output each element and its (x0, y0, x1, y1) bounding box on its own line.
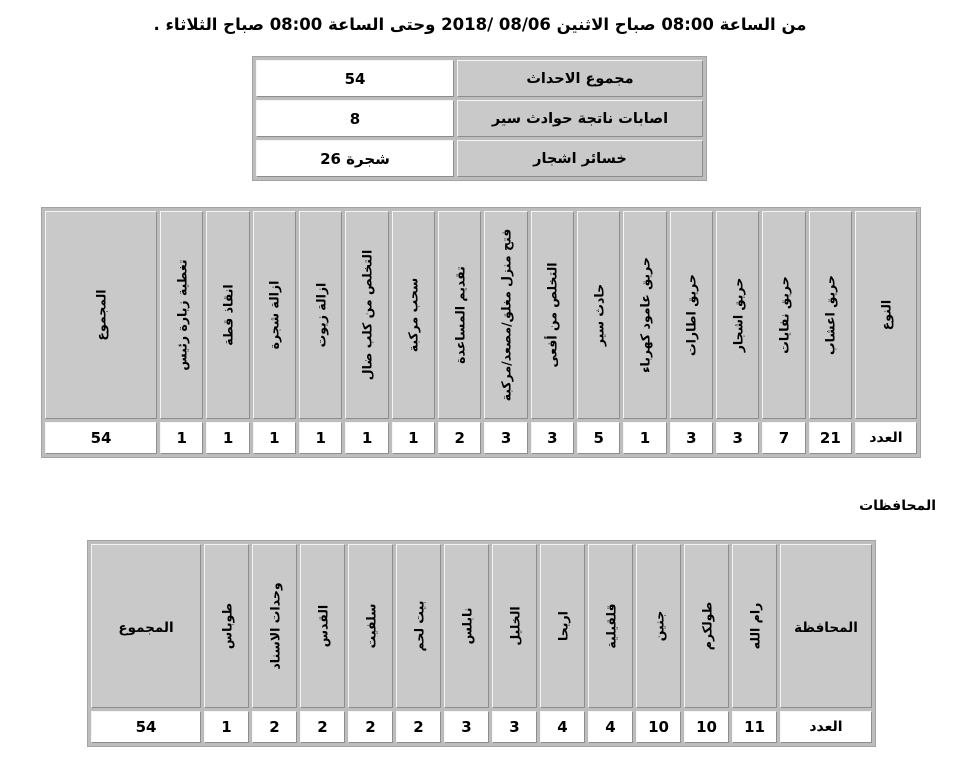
rotated-label: تقديم المساعدة (452, 266, 468, 364)
rotated-label: قلقيلية (603, 603, 618, 649)
count-row (91, 711, 872, 743)
summary-label: اصابات ناتجة حوادث سير (457, 100, 703, 137)
count-value-cell: 4 (540, 711, 585, 743)
count-value-cell: 3 (670, 422, 713, 454)
rotated-label: اريحا (555, 611, 570, 641)
count-value-cell: 3 (531, 422, 574, 454)
header-row (45, 211, 917, 419)
rotated-label: طولكرم (699, 601, 714, 651)
summary-row (256, 140, 703, 177)
rotated-label: سلفيت (363, 603, 378, 649)
count-row-label-cell: العدد (780, 711, 872, 743)
summary-value: 54 (256, 60, 454, 97)
count-value-cell: 1 (206, 422, 249, 454)
category-header-cell (299, 211, 342, 419)
category-header-cell (345, 211, 388, 419)
category-header-cell (348, 544, 393, 708)
count-value-cell: 2 (438, 422, 481, 454)
category-header-cell (809, 211, 852, 419)
category-header-cell (438, 211, 481, 419)
category-header-cell (762, 211, 805, 419)
count-value-cell: 21 (809, 422, 852, 454)
category-header-cell (204, 544, 249, 708)
count-row (45, 422, 917, 454)
count-value-cell: 1 (345, 422, 388, 454)
summary-label: خسائر اشجار (457, 140, 703, 177)
total-header-cell (45, 211, 157, 419)
category-header-cell (160, 211, 203, 419)
governorates-table (87, 540, 876, 747)
events-table (41, 207, 921, 458)
rotated-label: طوباس (219, 602, 234, 650)
category-header-cell (444, 544, 489, 708)
count-value-cell: 7 (762, 422, 805, 454)
rotated-label: حريق عامود كهرباء (637, 257, 653, 373)
category-header-cell (392, 211, 435, 419)
rotated-label: النوع (878, 299, 894, 331)
rotated-label: رام الله (747, 602, 762, 650)
count-row-label-cell: العدد (855, 422, 917, 454)
count-value-cell: 10 (636, 711, 681, 743)
rotated-label: ازالة شجرة (266, 280, 282, 350)
type-header-cell (855, 211, 917, 419)
count-value-cell: 1 (204, 711, 249, 743)
category-header-cell (396, 544, 441, 708)
rotated-label: جنين (651, 610, 666, 642)
horizontal-label: المجموع (118, 619, 174, 636)
header-row (91, 544, 872, 708)
count-value-cell: 4 (588, 711, 633, 743)
rotated-label: وحدات الاسناد (267, 582, 282, 670)
rotated-label: انقاذ قطة (220, 284, 236, 346)
governorates-section-label: المحافظات (859, 498, 936, 514)
rotated-label: حريق اعشاب (822, 275, 838, 355)
rotated-label: سحب مركبة (405, 277, 421, 353)
rotated-label: تغطية زيارة رئيس (174, 259, 190, 371)
category-header-cell (670, 211, 713, 419)
rotated-label: بيت لحم (411, 600, 426, 652)
rotated-label: حريق اشجار (730, 277, 746, 353)
total-header-cell (91, 544, 201, 708)
summary-value: 8 (256, 100, 454, 137)
count-value-cell: 2 (348, 711, 393, 743)
count-value-cell: 5 (577, 422, 620, 454)
rotated-label: ازالة زيوت (313, 282, 329, 348)
count-value-cell: 1 (623, 422, 666, 454)
category-header-cell (253, 211, 296, 419)
count-value-cell: 3 (492, 711, 537, 743)
total-value-cell: 54 (45, 422, 157, 454)
count-value-cell: 2 (252, 711, 297, 743)
count-value-cell: 1 (253, 422, 296, 454)
count-value-cell: 11 (732, 711, 777, 743)
category-header-cell (636, 544, 681, 708)
category-header-cell (252, 544, 297, 708)
rotated-label: نابلس (459, 607, 474, 645)
rotated-label: حريق اطارات (683, 274, 699, 356)
rotated-label: حريق نفايات (776, 276, 792, 354)
rotated-label: حادث سير (591, 283, 607, 347)
count-value-cell: 2 (396, 711, 441, 743)
rotated-label: التخلص من كلب ضال (359, 249, 375, 381)
category-header-cell (684, 544, 729, 708)
count-value-cell: 3 (444, 711, 489, 743)
category-header-cell (716, 211, 759, 419)
rotated-label: الخليل (507, 606, 522, 646)
rotated-label: التخلص من أفعى (544, 262, 560, 368)
rotated-label: فتح منزل مغلق/مصعد/مركبة (498, 228, 514, 402)
count-value-cell: 10 (684, 711, 729, 743)
count-value-cell: 1 (392, 422, 435, 454)
count-value-cell: 3 (716, 422, 759, 454)
category-header-cell (588, 544, 633, 708)
summary-table (252, 56, 707, 181)
horizontal-label: المحافظة (794, 619, 858, 636)
rotated-label: المجموع (93, 289, 109, 341)
summary-label: مجموع الاحداث (457, 60, 703, 97)
rotated-label: القدس (315, 604, 330, 648)
summary-row (256, 60, 703, 97)
type-header-cell (780, 544, 872, 708)
category-header-cell (531, 211, 574, 419)
category-header-cell (623, 211, 666, 419)
summary-row (256, 100, 703, 137)
category-header-cell (577, 211, 620, 419)
category-header-cell (206, 211, 249, 419)
category-header-cell (732, 544, 777, 708)
count-value-cell: 1 (160, 422, 203, 454)
summary-value: 26 شجرة (256, 140, 454, 177)
count-value-cell: 2 (300, 711, 345, 743)
count-value-cell: 1 (299, 422, 342, 454)
category-header-cell (300, 544, 345, 708)
category-header-cell (492, 544, 537, 708)
category-header-cell (540, 544, 585, 708)
count-value-cell: 3 (484, 422, 527, 454)
category-header-cell (484, 211, 527, 419)
page-title: من الساعة 08:00 صباح الاثنين 08/06 /2018 وحتى الساعة 08:00 صباح الثلاثاء . (153, 15, 807, 34)
total-value-cell: 54 (91, 711, 201, 743)
